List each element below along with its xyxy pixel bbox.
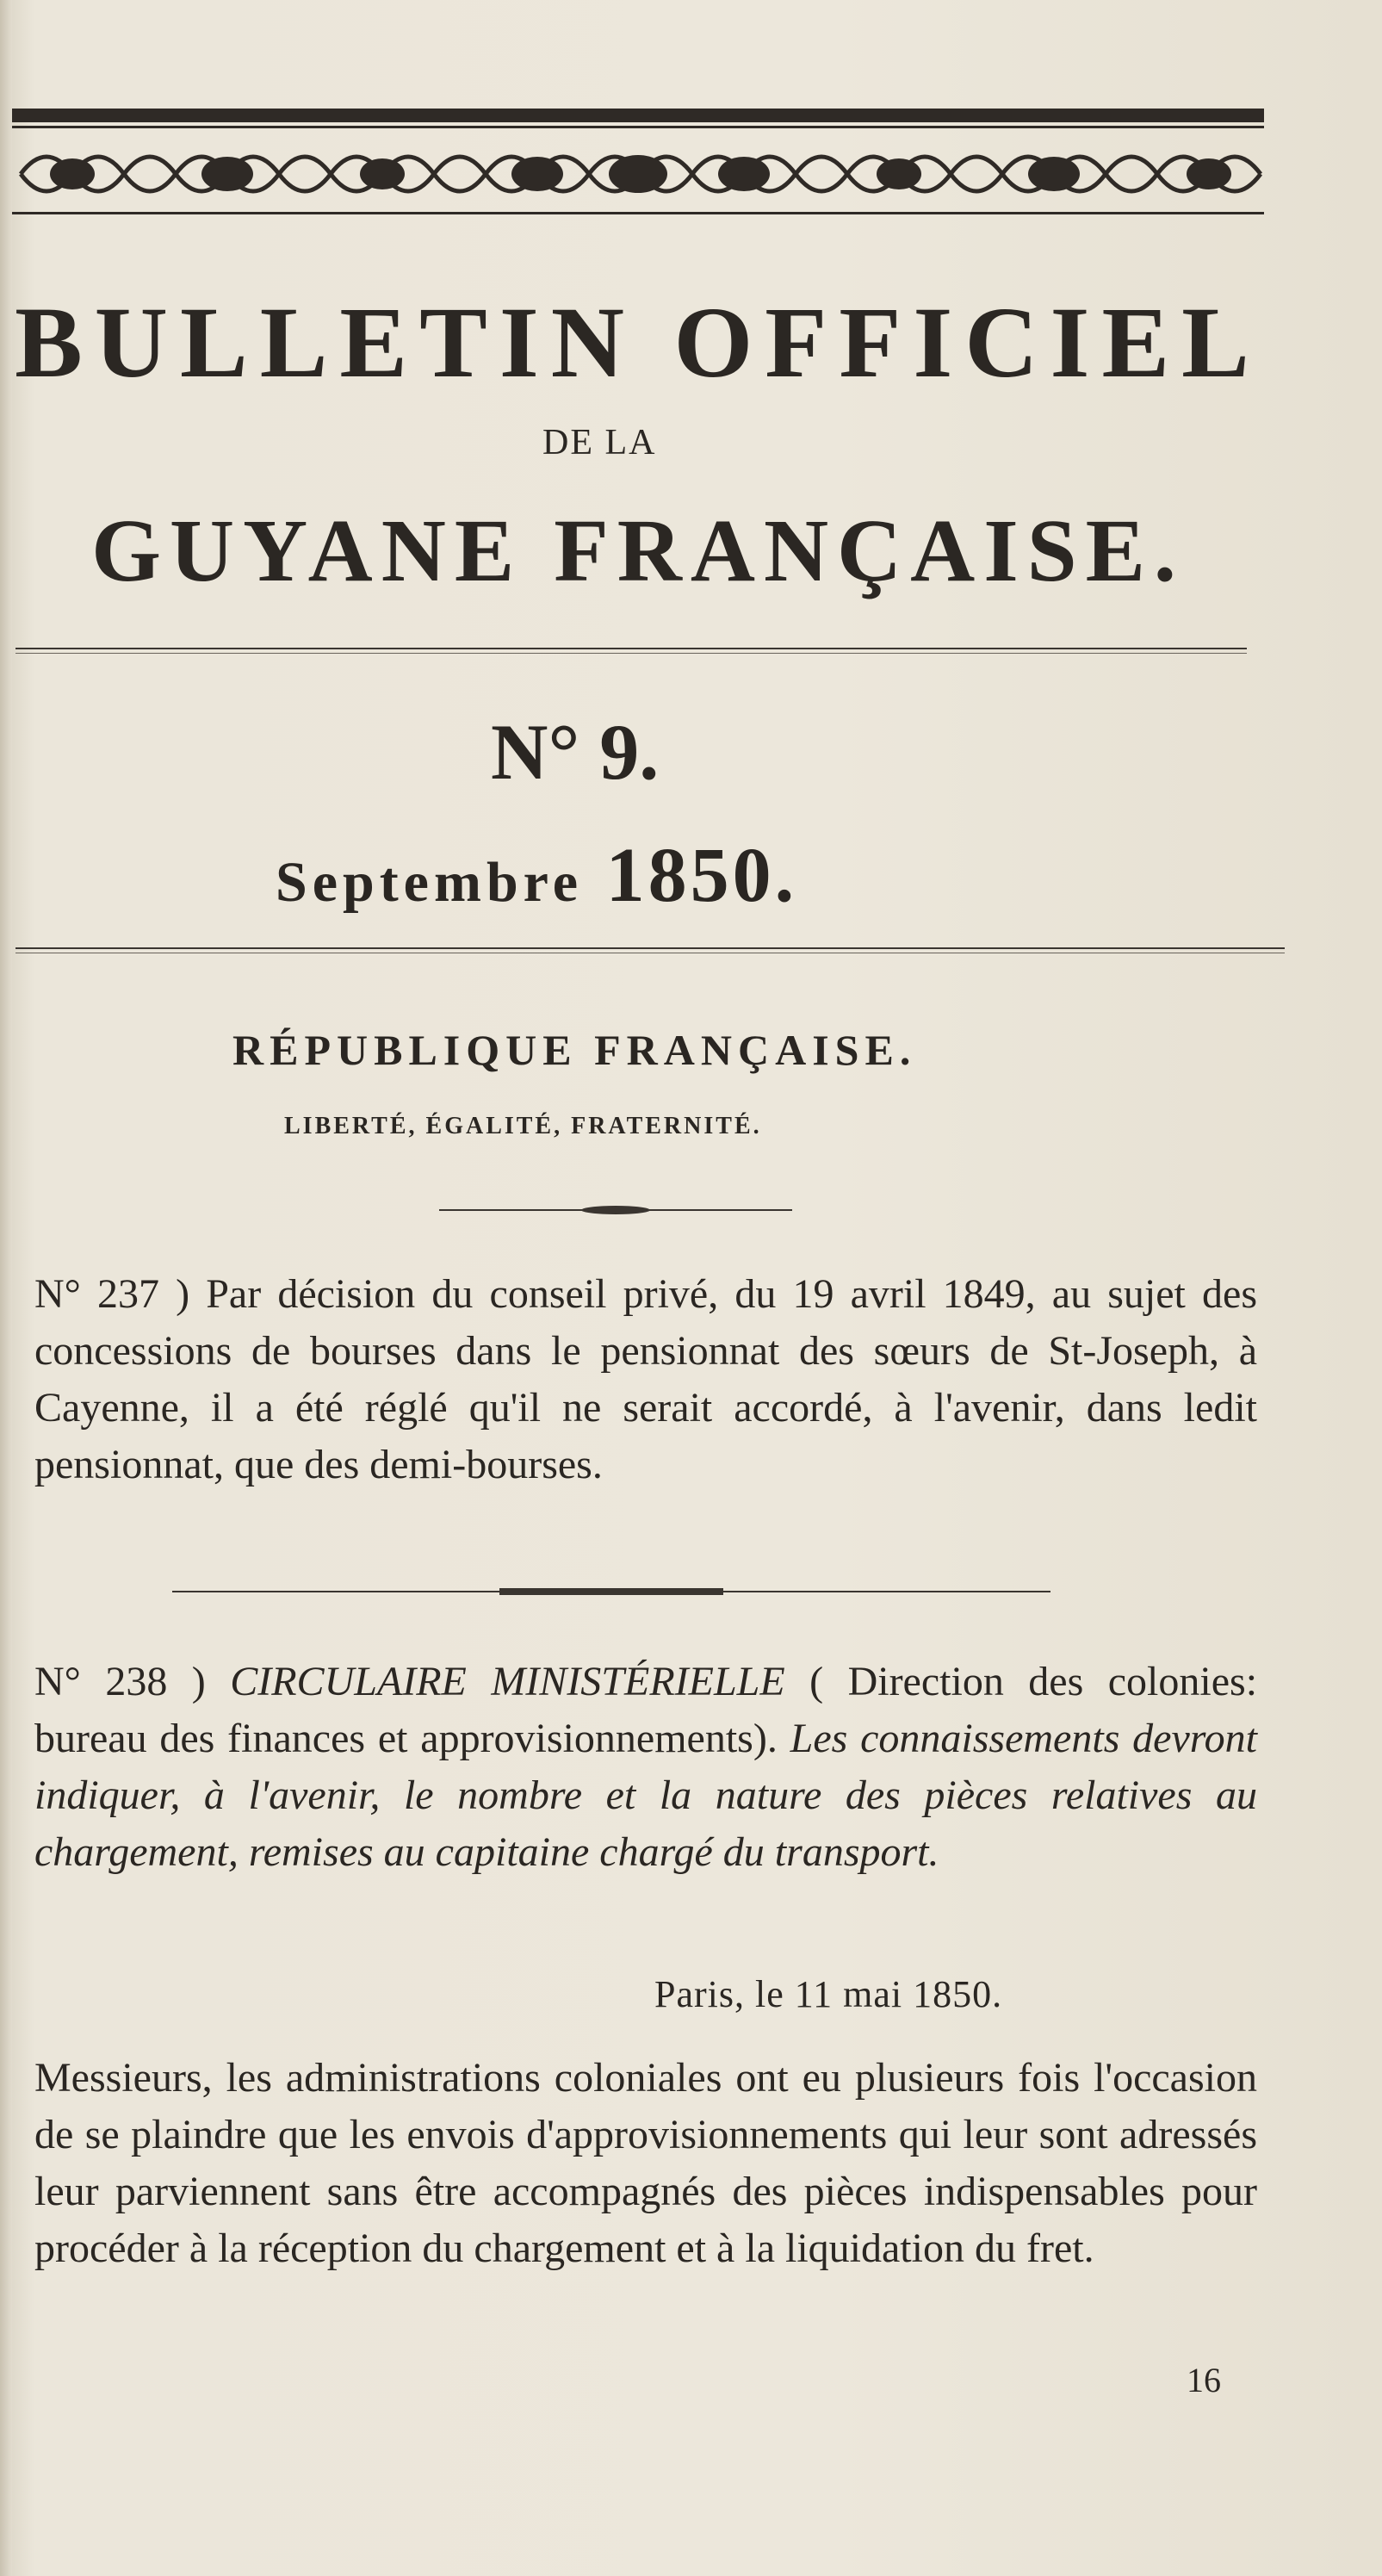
divider-rule xyxy=(15,648,1247,649)
circular-heading: CIRCULAIRE MINISTÉRIELLE xyxy=(230,1659,785,1704)
issue-date xyxy=(276,831,1050,920)
page-edge xyxy=(0,0,12,2576)
bulletin-title: BULLETIN OFFICIEL xyxy=(15,286,1261,399)
circular-body: Messieurs, les administrations coloniales ont eu plusieurs fois l'occasion de se plaindre que les envois d'approvisionnements qui leur sont adressés leur parviennent sans être accompagnés des pièces indispensables pour procéder à la réception du chargement et à la liquidation du fret. xyxy=(34,2055,1257,2271)
ornament-separator-icon xyxy=(439,1204,792,1216)
place-date: Paris, le 11 mai 1850. xyxy=(654,1973,1003,2015)
circular-number: N° 238 ) xyxy=(34,1659,206,1704)
divider-rule-thin xyxy=(15,653,1247,654)
circular-summary: Les connaissements devront indiquer, à l'avenir, le nombre et la nature des pièces relatives au chargement, remises au capitaine chargé du transport. xyxy=(34,1716,1257,1875)
issue-year: 1850. xyxy=(605,833,798,918)
divider-rule-2 xyxy=(15,947,1285,949)
decision-237: N° 237 ) Par décision du conseil privé, du 19 avril 1849, au sujet des concessions de bourses dans le pensionnat des sœurs de St-Joseph, à Cayenne, il a été réglé qu'il ne serait accordé, à l'avenir, dans ledit pensionnat, que des demi-bourses. xyxy=(34,1271,1257,1487)
page-number: 16 xyxy=(1187,2361,1221,2399)
circular-direction: ( Direction des colonies: bureau des finances et approvisionnements). xyxy=(34,1659,1258,1761)
circular-238 xyxy=(34,1654,1257,1881)
republic-motto: LIBERTÉ, ÉGALITÉ, FRATERNITÉ. xyxy=(284,1113,762,1139)
issue-number: N° 9. xyxy=(491,708,660,796)
bulletin-title-region: GUYANE FRANÇAISE. xyxy=(91,501,1185,600)
ornament-header-icon xyxy=(12,105,1264,217)
republic-heading: RÉPUBLIQUE FRANÇAISE. xyxy=(232,1026,917,1074)
ornament-separator-icon-2 xyxy=(172,1585,1050,1598)
issue-month: Septembre xyxy=(276,851,584,914)
bulletin-title-connector: DE LA xyxy=(542,423,657,462)
